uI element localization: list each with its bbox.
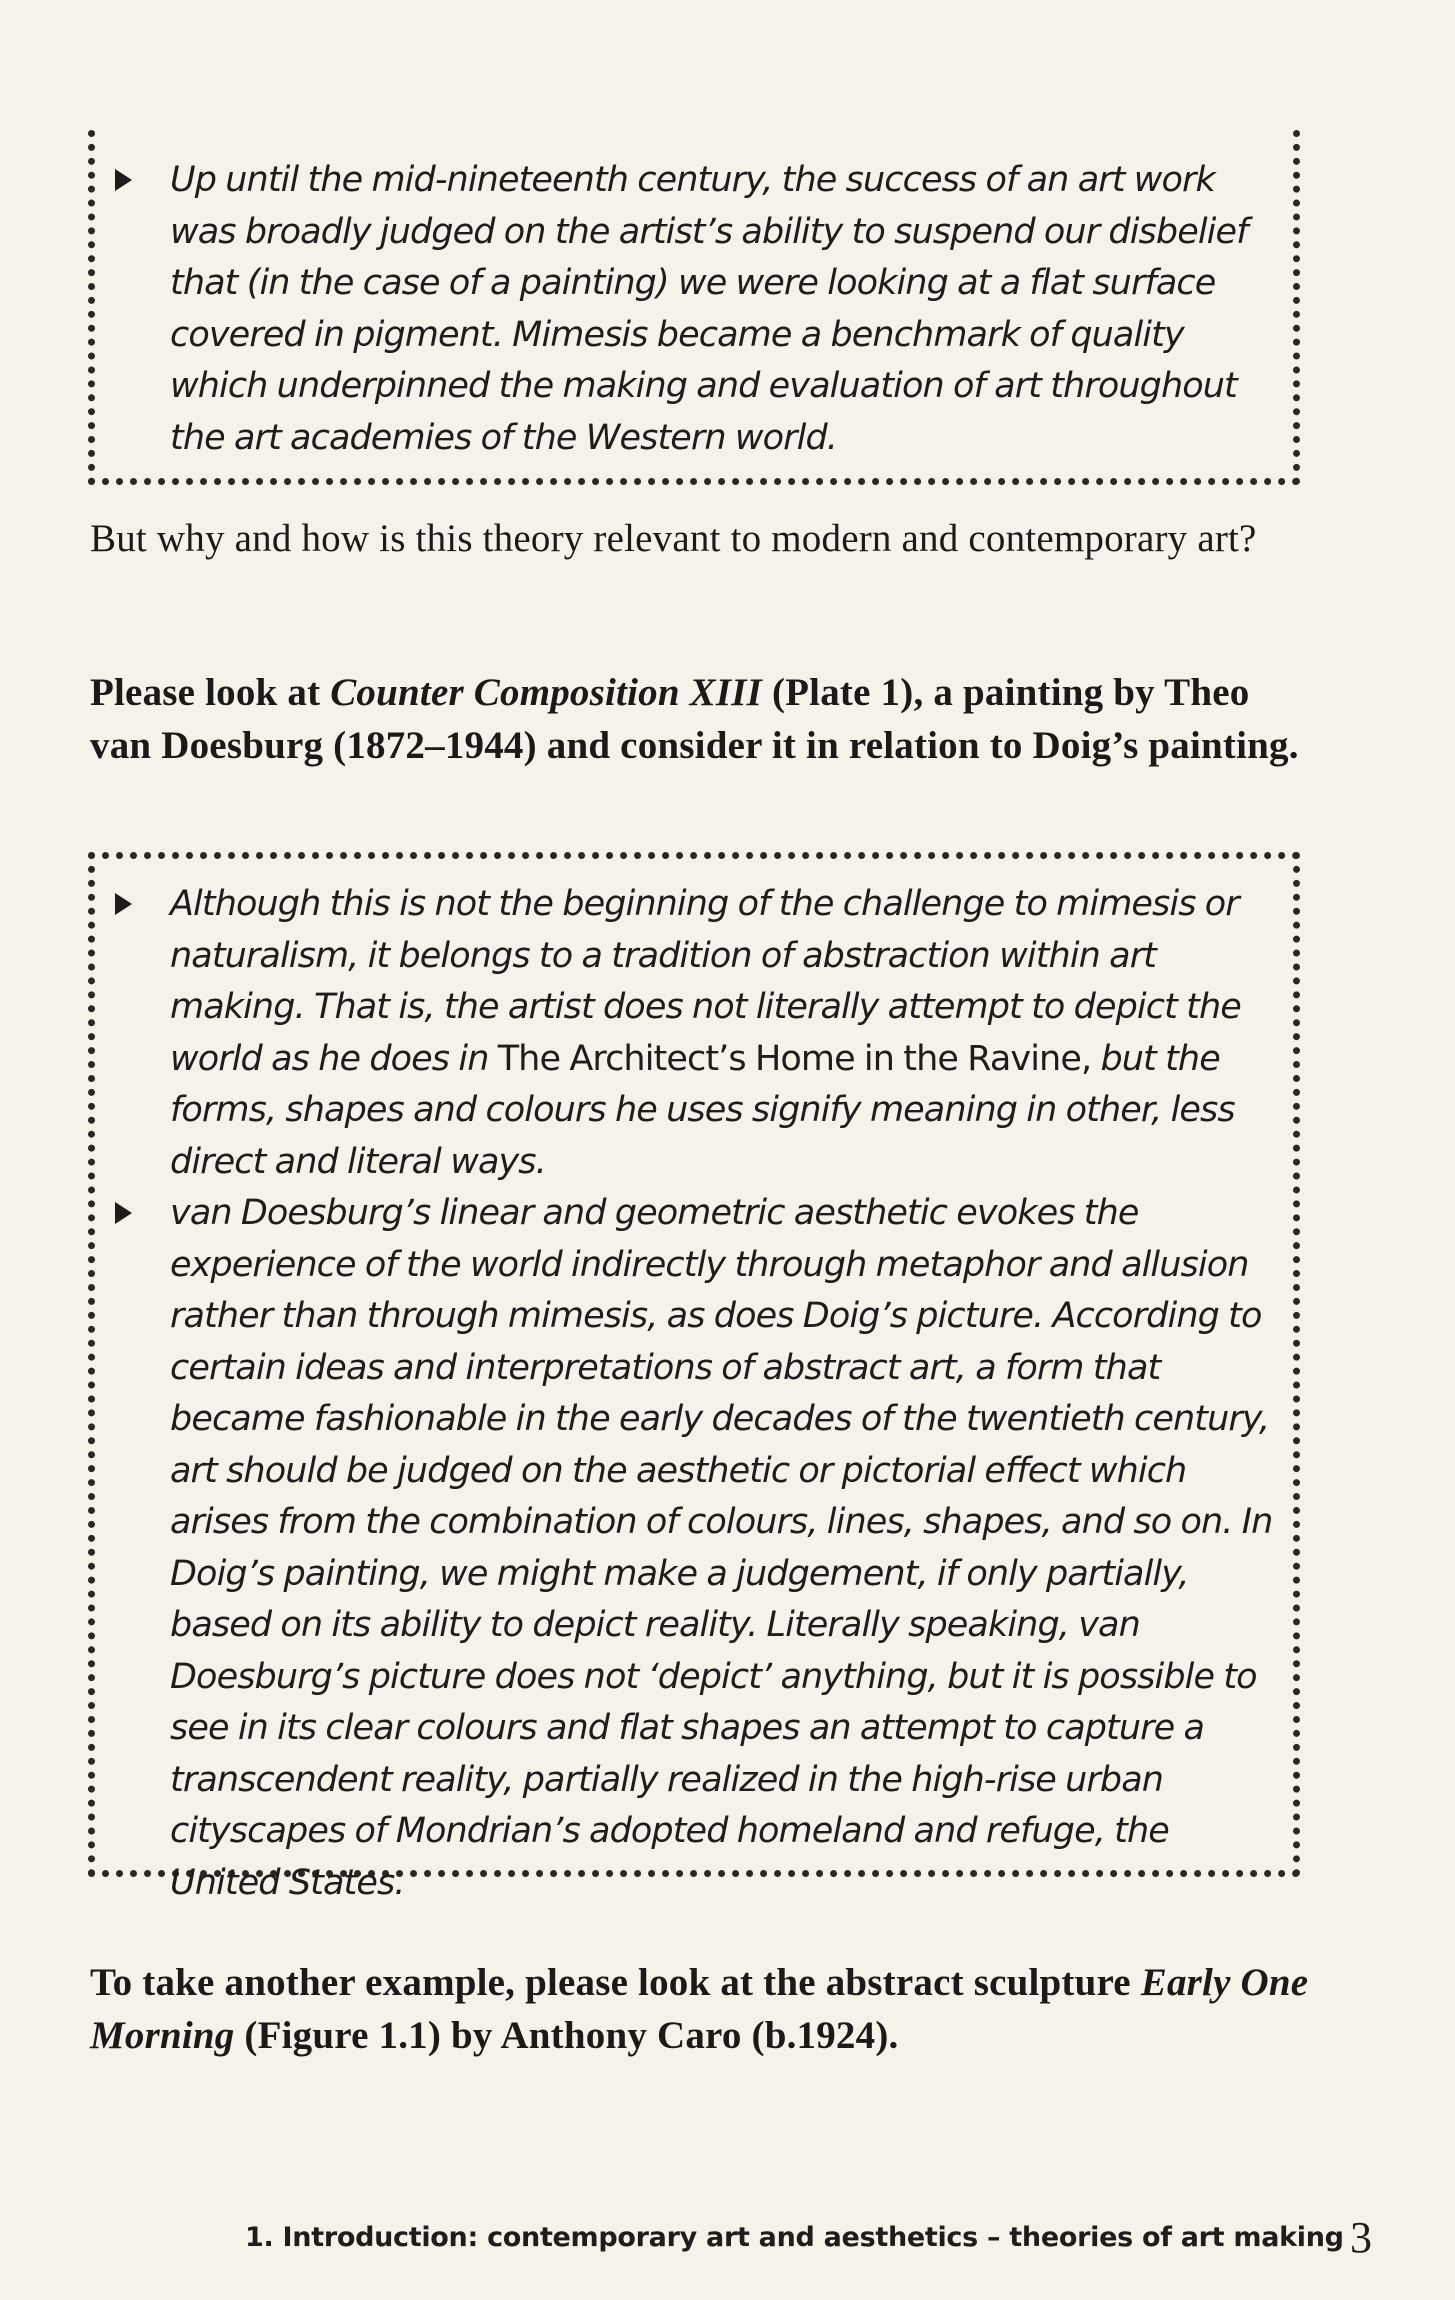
instruction-text: Please look at: [90, 671, 331, 714]
callout-bullet-text: but the forms, shapes and colours he uses signify meaning in other, less direct and literal ways.: [170, 1038, 1235, 1182]
page-number: 3: [1350, 2213, 1372, 2262]
instruction-paragraph: [90, 1956, 1310, 2062]
callout-bullet: [95, 879, 1293, 1188]
body-paragraph: But why and how is this theory relevant to modern and contemporary art?: [90, 517, 1257, 560]
instruction-paragraph: [90, 666, 1310, 772]
callout-bullet: [95, 155, 1293, 464]
callout-bullet-text: Although this is not the beginning of the challenge to mimesis or naturalism, it belongs to a tradition of abstraction within art making. That is, the artist does not literally attempt to depict the world as he does in: [170, 884, 1241, 1079]
instruction-text: (Plate 1), a painting by Theo van Doesburg (1872–1944) and consider it in relation to Doig’s painting.: [90, 671, 1299, 767]
triangle-bullet-icon: [115, 1202, 132, 1224]
triangle-bullet-icon: [115, 169, 132, 191]
callout-bullet-text: Up until the mid-nineteenth century, the success of an art work was broadly judged on the artist’s ability to suspend our disbelief that (in the case of a painting) we were looking at a flat surface covered in pigment. Mimesis became a benchmark of quality which underpinned the making and evaluation of art throughout the art academies of the Western world.: [170, 160, 1248, 458]
callout-bullet-text: van Doesburg’s linear and geometric aesthetic evokes the experience of the world indirectly through metaphor and allusion rather than through mimesis, as does Doig’s picture. According to certain ideas and interpretations of abstract art, a form that became fashionable in the early decades of the twentieth century, art should be judged on the aesthetic or pictorial effect which arises from the combination of colours, lines, shapes, and so on. In Doig’s painting, we might make a judgement, if only partially, based on its ability to depict reality. Literally speaking, van Doesburg’s picture does not ‘depict’ anything, but it is possible to see in its clear colours and flat shapes an attempt to capture a transcendent reality, partially realized in the high-rise urban cityscapes of Mondrian’s adopted homeland and refuge, the United States.: [170, 1193, 1273, 1903]
running-footer: 1. Introduction: contemporary art and aesthetics – theories of art making: [245, 2222, 1344, 2253]
triangle-bullet-icon: [115, 893, 132, 915]
callout-box-abstraction: [88, 852, 1300, 1903]
instruction-text: (Figure 1.1) by Anthony Caro (b.1924).: [234, 2014, 899, 2057]
callout-box-mimesis: [88, 130, 1300, 485]
artwork-title: The Architect’s Home in the Ravine,: [497, 1038, 1092, 1079]
instruction-text: To take another example, please look at the abstract sculpture: [90, 1961, 1141, 2004]
callout-bullet: [95, 1188, 1293, 1909]
artwork-title: Counter Composition XIII: [330, 671, 763, 714]
artwork-title: Early One Morning: [90, 1961, 1309, 2057]
